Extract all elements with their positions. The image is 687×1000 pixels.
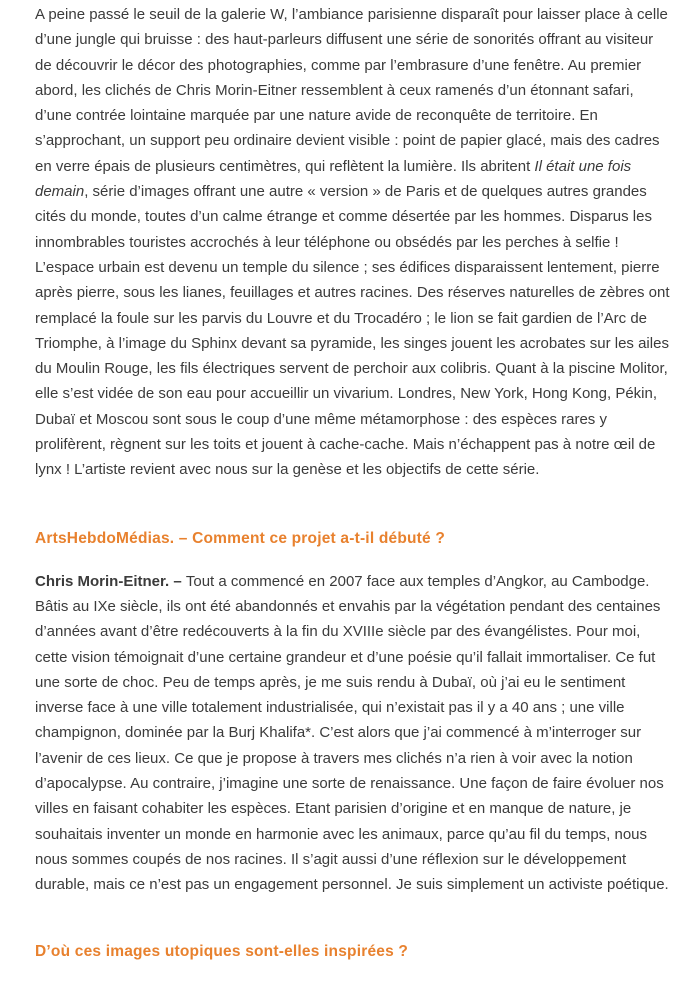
answer-paragraph-1 <box>35 569 687 898</box>
text-line: cette vision témoignait d’une certaine grandeur et d’une poésie qu’il fallait immortaliser. Ce fut <box>35 648 656 666</box>
text-line: nous sommes coupés de nos racines. Il s’agit aussi d’une réflexion sur le développement <box>35 850 627 868</box>
text-line: Bâtis au IXe siècle, ils ont été abandonnés et envahis par la végétation pendant des centaines <box>35 597 661 615</box>
text-line: du Moulin Rouge, les fils électriques servent de perchoir aux colibris. Quant à la piscine Molitor, <box>35 360 668 378</box>
text-line: innombrables touristes accrochés à leur téléphone ou obsédés par les perches à selfie ! <box>35 233 619 251</box>
interview-question-2: D’où ces images utopiques sont-elles inspirées ? <box>35 942 409 960</box>
text-line: villes en faisant cohabiter les espèces. Etant parisien d’origine et en manque de nature, je <box>35 800 632 818</box>
text-line: Chris Morin-Eitner. – Tout a commencé en 2007 face aux temples d’Angkor, au Cambodge. <box>35 572 650 590</box>
text-line: lynx ! L’artiste revient avec nous sur la genèse et les objectifs de cette série. <box>35 461 540 479</box>
text-line: en verre épais de plusieurs centimètres, qui reflètent la lumière. Ils abritent Il était une fois <box>35 157 632 175</box>
text-line: une sorte de choc. Peu de temps après, je me suis rendu à Dubaï, où j’ai eu le sentiment <box>35 673 626 691</box>
text-line: elle s’est vidée de son eau pour accueillir un vivarium. Londres, New York, Hong Kong, Pékin, <box>35 385 658 403</box>
text-line: A peine passé le seuil de la galerie W, l’ambiance parisienne disparaît pour laisser place à celle <box>35 6 668 23</box>
intro-paragraph <box>35 2 687 483</box>
text-line: s’approchant, un support peu ordinaire devient visible : point de papier glacé, mais des cadres <box>35 132 660 150</box>
text-line: demain, série d’images offrant une autre « version » de Paris et de quelques autres grandes <box>35 183 647 201</box>
text-line: L’espace urbain est devenu un temple du silence ; ses édifices disparaissent lentement, pierre <box>35 258 660 276</box>
text-line: durable, mais ce n’est pas un engagement personnel. Je suis simplement un activiste poétique. <box>35 876 669 894</box>
interview-question-1: ArtsHebdoMédias. – Comment ce projet a-t-il débuté ? <box>35 529 446 547</box>
text-line: de découvrir le décor des photographies, comme par l’embrasure d’une fenêtre. Au premier <box>35 56 642 74</box>
text-line: remplacé la foule sur les parvis du Louvre et du Trocadéro ; le lion se fait gardien de l’Arc de <box>35 309 647 327</box>
text-line: Dubaï et Moscou sont sous le coup d’une même métamorphose : des espèces rares y <box>35 410 607 428</box>
text-line: prolifèrent, règnent sur les toits et jouent à cache-cache. Mais n’échappent pas à notre œil de <box>35 436 656 454</box>
text-line: d’une jungle qui bruisse : des haut-parleurs diffusent une série de sonorités offrant au visiteur <box>35 31 654 49</box>
text-line: souhaitais inventer un monde en harmonie avec les animaux, parce qu’au fil du temps, nous <box>35 825 648 843</box>
text-line: champignon, dominée par la Burj Khalifa*. C’est alors que j’ai commencé à m’interroger sur <box>35 724 642 742</box>
text-line: abord, les clichés de Chris Morin-Eitner ressemblent à ceux ramenés d’un étonnant safari, <box>35 81 634 99</box>
text-line: d’apocalypse. Au contraire, j’imagine une sorte de renaissance. Une façon de faire évoluer nos <box>35 775 664 793</box>
text-line: après pierre, sous les lianes, feuillages et autres racines. Des réserves naturelles de zèbres ont <box>35 284 670 302</box>
text-line: Triomphe, à l’image du Sphinx devant sa pyramide, les singes jouent les acrobates sur les ailes <box>35 334 669 352</box>
text-line: inverse face à une ville totalement industrialisée, qui n’existait pas il y a 40 ans ; une ville <box>35 699 625 717</box>
text-line: cités du monde, toutes d’un calme étrange et comme désertée par les hommes. Disparus les <box>35 208 652 226</box>
text-line: l’avenir de ces lieux. Ce que je propose à travers mes clichés n’a rien à voir avec la notion <box>35 749 633 767</box>
text-line: d’années avant d’être redécouverts à la fin du XVIIIe siècle par des évangélistes. Pour moi, <box>35 623 641 641</box>
text-line: d’une contrée lointaine marquée par une nature avide de reconquête de territoire. En <box>35 107 598 125</box>
